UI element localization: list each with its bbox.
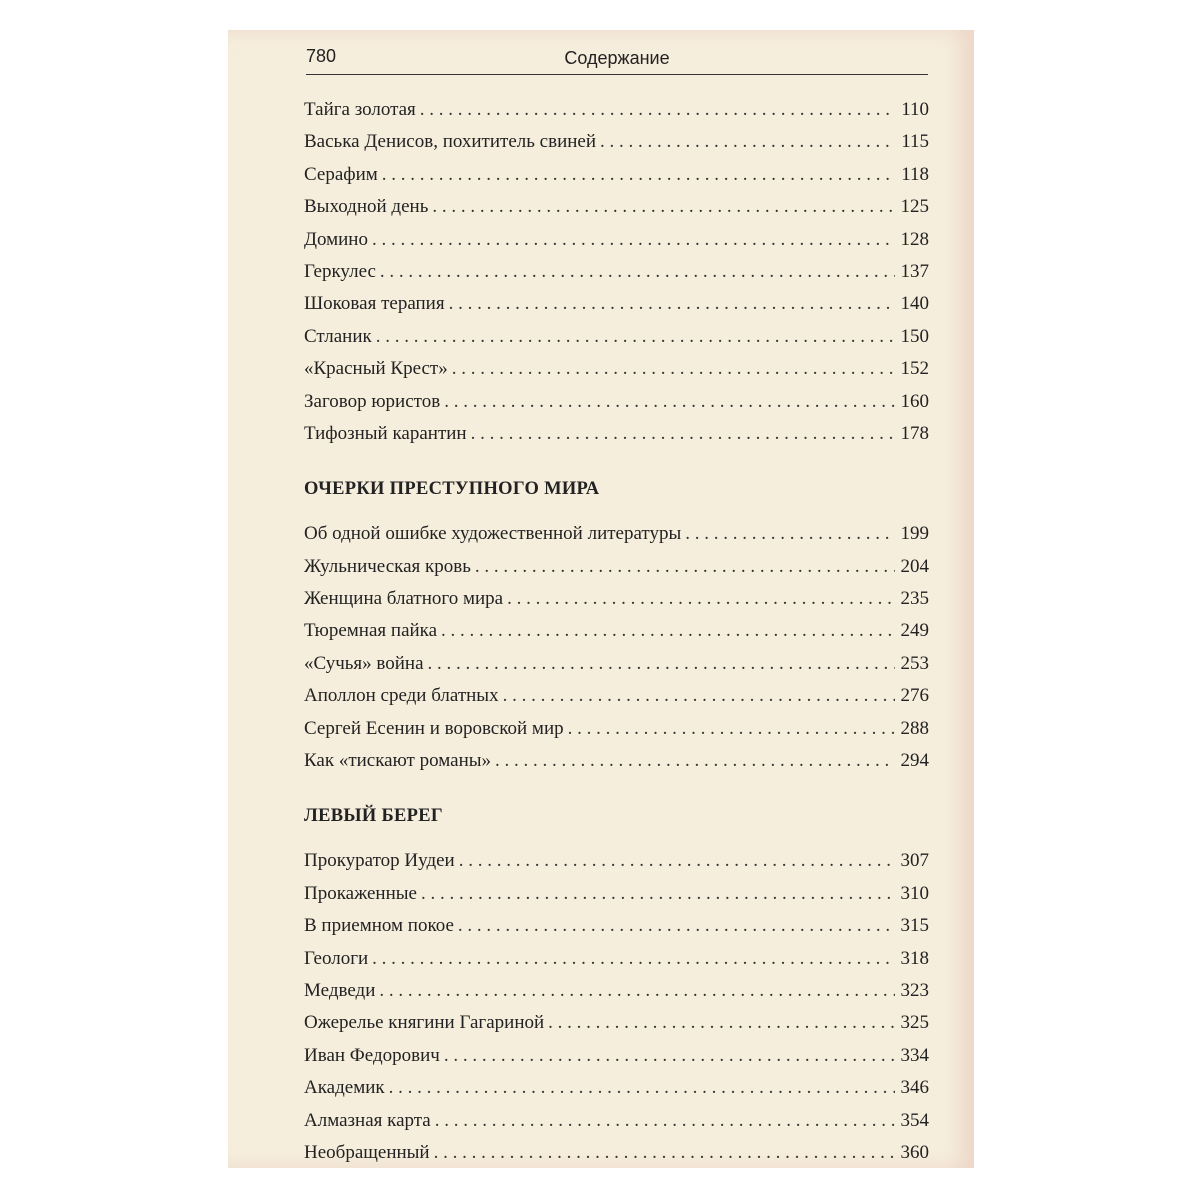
toc-entry: [304, 1040, 929, 1072]
toc-entry: [304, 321, 929, 353]
toc-entry-page: 360: [900, 1141, 929, 1163]
toc-entry: [304, 713, 929, 745]
dot-leader: [421, 878, 895, 910]
dot-leader: [380, 256, 895, 288]
toc-entry-title: Медведи: [304, 979, 376, 1001]
toc-entry-title: Алмазная карта: [304, 1109, 431, 1131]
toc-entry: [304, 94, 929, 126]
running-title: Содержание: [564, 48, 670, 68]
toc-entry-title: Стланик: [304, 325, 372, 347]
dot-leader: [548, 1007, 894, 1039]
toc-entry: [304, 256, 929, 288]
dot-leader: [568, 713, 895, 745]
toc-entry-title: Геркулес: [304, 260, 376, 282]
toc-entry: [304, 583, 929, 615]
dot-leader: [444, 1040, 895, 1072]
toc-entry-title: Геологи: [304, 947, 369, 969]
toc-entry: [304, 1105, 929, 1137]
toc-entry-title: Жульническая кровь: [304, 555, 471, 577]
toc-entry: [304, 680, 929, 712]
toc-entry-title: Заговор юристов: [304, 390, 441, 412]
toc-entry: [304, 745, 929, 777]
dot-leader: [471, 418, 895, 450]
dot-leader: [435, 1105, 895, 1137]
toc-entry-page: 160: [900, 390, 929, 412]
toc-entry-page: 235: [900, 588, 929, 610]
toc-entry-title: Сергей Есенин и воровской мир: [304, 717, 564, 739]
toc-entry-title: Как «тискают романы»: [304, 750, 492, 772]
toc-entry-page: 354: [900, 1109, 929, 1131]
toc-entry-title: Тайга золотая: [304, 99, 416, 120]
toc-entry-page: 110: [901, 99, 929, 120]
dot-leader: [372, 943, 894, 975]
book-page: [228, 30, 974, 1168]
dot-leader: [389, 1072, 895, 1104]
toc-entry: [304, 878, 929, 910]
toc-entry-page: 318: [900, 947, 929, 969]
dot-leader: [379, 975, 894, 1007]
dot-leader: [503, 680, 895, 712]
toc-entry: [304, 1007, 929, 1039]
toc-entry-title: Прокуратор Иудеи: [304, 850, 455, 872]
toc-entry: [304, 418, 929, 450]
toc-entry: [304, 648, 929, 680]
dot-leader: [452, 353, 895, 385]
toc-entry-page: 307: [900, 850, 929, 872]
page-number: 780: [306, 46, 337, 66]
toc-entry-page: 125: [900, 196, 929, 218]
toc-entry: [304, 224, 929, 256]
dot-leader: [475, 551, 895, 583]
toc-entry-title: Аполлон среди блатных: [304, 685, 499, 707]
toc-entry: [304, 975, 929, 1007]
dot-leader: [372, 224, 895, 256]
table-of-contents: [304, 94, 929, 1169]
toc-entry-page: 323: [900, 979, 929, 1001]
section-heading: ОЧЕРКИ ПРЕСТУПНОГО МИРА: [304, 479, 600, 500]
toc-entry-page: 152: [900, 358, 929, 380]
dot-leader: [458, 910, 895, 942]
toc-entry-page: 128: [900, 228, 929, 250]
dot-leader: [449, 288, 895, 320]
toc-entry-page: 140: [900, 293, 929, 315]
toc-entry-title: Об одной ошибке художественной литературы: [304, 523, 682, 545]
toc-entry-page: 294: [900, 750, 929, 772]
toc-entry-page: 253: [900, 652, 929, 674]
dot-leader: [382, 159, 895, 191]
toc-entry-title: Серафим: [304, 163, 378, 185]
toc-entry-title: Выходной день: [304, 196, 429, 218]
toc-entry-page: 178: [900, 422, 929, 444]
toc-entry: [304, 353, 929, 385]
dot-leader: [685, 518, 894, 550]
toc-entry: [304, 126, 929, 158]
dot-leader: [495, 745, 894, 777]
toc-entry: [304, 386, 929, 418]
toc-entry-page: 315: [900, 915, 929, 937]
toc-entry-title: «Сучья» война: [304, 652, 424, 674]
toc-entry-page: 137: [900, 260, 929, 282]
toc-entry-title: «Красный Крест»: [304, 358, 448, 380]
toc-entry-page: 118: [901, 163, 929, 185]
toc-entry-title: Необращенный: [304, 1141, 430, 1163]
dot-leader: [434, 1137, 895, 1169]
toc-entry: [304, 615, 929, 647]
toc-entry: [304, 943, 929, 975]
toc-entry-page: 325: [900, 1012, 929, 1034]
toc-entry: [304, 191, 929, 223]
section-heading: ЛЕВЫЙ БЕРЕГ: [304, 806, 443, 827]
dot-leader: [459, 845, 895, 877]
dot-leader: [441, 615, 894, 647]
dot-leader: [428, 648, 895, 680]
dot-leader: [376, 321, 895, 353]
toc-entry: [304, 159, 929, 191]
toc-entry-title: Прокаженные: [304, 882, 417, 904]
toc-entry-page: 150: [900, 325, 929, 347]
dot-leader: [600, 126, 895, 158]
toc-entry: [304, 551, 929, 583]
toc-entry-title: Тифозный карантин: [304, 422, 467, 444]
toc-entry-page: 204: [900, 555, 929, 577]
toc-entry: [304, 1072, 929, 1104]
dot-leader: [432, 191, 894, 223]
toc-entry-page: 310: [900, 882, 929, 904]
toc-entry: [304, 845, 929, 877]
toc-entry: [304, 288, 929, 320]
toc-entry-page: 276: [900, 685, 929, 707]
toc-entry-page: 249: [900, 620, 929, 642]
dot-leader: [444, 386, 894, 418]
dot-leader: [420, 94, 895, 126]
page-header: [306, 44, 928, 75]
dot-leader: [507, 583, 894, 615]
toc-entry-title: Ожерелье княгини Гагариной: [304, 1012, 545, 1034]
toc-entry-page: 199: [900, 523, 929, 545]
toc-entry-page: 334: [900, 1044, 929, 1066]
toc-entry-title: Иван Федорович: [304, 1044, 440, 1066]
toc-entry-title: В приемном покое: [304, 915, 454, 937]
toc-entry-page: 346: [900, 1077, 929, 1099]
toc-entry-title: Тюремная пайка: [304, 620, 438, 642]
toc-entry: [304, 518, 929, 550]
toc-entry-title: Женщина блатного мира: [304, 588, 504, 610]
toc-entry: [304, 910, 929, 942]
toc-entry-title: Васька Денисов, похититель свиней: [304, 131, 597, 153]
toc-entry-title: Шоковая терапия: [304, 293, 445, 315]
toc-entry-title: Академик: [304, 1077, 385, 1099]
toc-entry-title: Домино: [304, 228, 368, 250]
toc-entry-page: 288: [900, 717, 929, 739]
toc-entry-page: 115: [901, 131, 929, 153]
toc-entry: [304, 1137, 929, 1169]
